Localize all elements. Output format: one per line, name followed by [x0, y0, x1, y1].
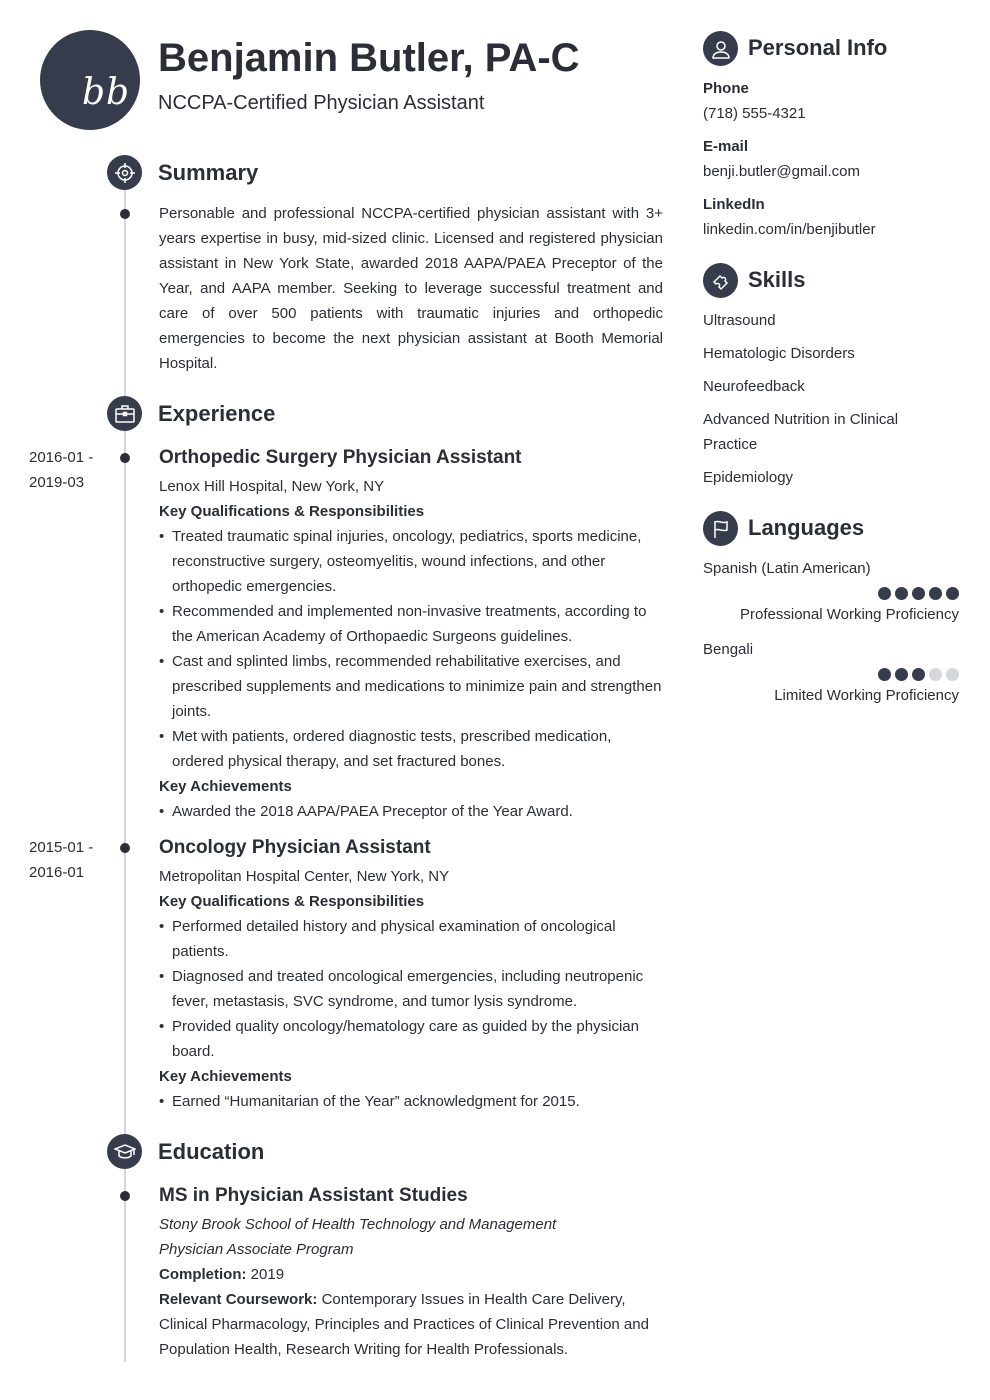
list-item: • Diagnosed and treated oncological emergencies, including neutropenic fever, metastasis, SVC syndrome, and tumor lysis syndrome. — [159, 964, 663, 1014]
level-dot-filled — [878, 668, 891, 681]
linkedin-label: LinkedIn — [703, 196, 765, 213]
level-dot-filled — [912, 668, 925, 681]
skill-item: Advanced Nutrition in Clinical Practice — [703, 411, 899, 453]
level-dot-empty — [929, 668, 942, 681]
list-item: • Recommended and implemented non-invasive treatments, according to the American Academy of Orthopaedic Surgeons guidelines. — [159, 599, 663, 649]
job-entry — [159, 835, 663, 1114]
program-name: Physician Associate Program — [159, 1241, 354, 1258]
responsibilities-heading: Key Qualifications & Responsibilities — [159, 893, 425, 910]
achievements-list — [159, 1089, 663, 1114]
skill-item: Epidemiology — [703, 469, 794, 486]
coursework-value: Contemporary Issues in Health Care Delivery, Clinical Pharmacology, Principles and Practices of Clinical Prevention and Population Health, Research Writing for Health Professionals. — [159, 1291, 649, 1358]
language-level-dots — [703, 587, 959, 600]
briefcase-icon — [107, 396, 142, 431]
level-dot-filled — [895, 668, 908, 681]
timeline-dot — [120, 1191, 130, 1201]
candidate-title: NCCPA-Certified Physician Assistant — [158, 92, 485, 114]
job-company: Lenox Hill Hospital, New York, NY — [159, 478, 385, 495]
experience-heading: Experience — [158, 401, 276, 426]
job-date-start: 2015-01 - — [29, 839, 94, 856]
list-item: • Met with patients, ordered diagnostic tests, prescribed medication, ordered physical therapy, and set fractured bones. — [159, 724, 663, 774]
degree-title: MS in Physician Assistant Studies — [159, 1185, 468, 1206]
level-dot-empty — [946, 668, 959, 681]
linkedin-value[interactable]: linkedin.com/in/benjibutler — [703, 221, 876, 238]
coursework-label: Relevant Coursework: — [159, 1291, 318, 1308]
list-item: • Earned “Humanitarian of the Year” acknowledgment for 2015. — [159, 1089, 663, 1114]
level-dot-filled — [912, 587, 925, 600]
summary-heading: Summary — [158, 160, 259, 185]
coursework-line — [159, 1287, 663, 1362]
monogram-text: bb — [82, 72, 131, 113]
school-name: Stony Brook School of Health Technology and Management — [159, 1216, 557, 1233]
timeline-dot — [120, 209, 130, 219]
completion-value: 2019 — [250, 1266, 285, 1283]
timeline-dot — [120, 843, 130, 853]
language-proficiency: Professional Working Proficiency — [740, 606, 959, 623]
list-item: • Treated traumatic spinal injuries, oncology, pediatrics, sports medicine, reconstructive surgery, osteomyelitis, wound infections, and other orthopedic emergencies. — [159, 524, 663, 599]
level-dot-filled — [929, 587, 942, 600]
job-date-start: 2016-01 - — [29, 449, 94, 466]
responsibilities-list — [159, 524, 663, 774]
monogram-avatar — [40, 30, 140, 130]
user-icon — [703, 31, 738, 66]
skills-heading: Skills — [748, 267, 806, 292]
level-dot-filled — [946, 587, 959, 600]
phone-value: (718) 555-4321 — [703, 105, 806, 122]
responsibilities-list — [159, 914, 663, 1064]
language-entry — [703, 556, 959, 627]
candidate-name: Benjamin Butler, PA-C — [158, 36, 580, 80]
job-date — [29, 835, 109, 885]
job-date — [29, 445, 109, 495]
completion-line — [159, 1262, 663, 1287]
achievements-heading: Key Achievements — [159, 1068, 292, 1085]
language-name: Spanish (Latin American) — [703, 560, 871, 577]
list-item: • Cast and splinted limbs, recommended rehabilitative exercises, and prescribed supplements and medications to minimize pain and strengthen joints. — [159, 649, 663, 724]
languages-heading: Languages — [748, 515, 865, 540]
education-entry — [159, 1183, 663, 1362]
personal-info-heading: Personal Info — [748, 35, 888, 60]
skill-item: Neurofeedback — [703, 378, 805, 395]
language-entry — [703, 637, 959, 708]
timeline-line — [124, 172, 126, 1362]
job-company: Metropolitan Hospital Center, New York, NY — [159, 868, 450, 885]
achievements-list — [159, 799, 663, 824]
responsibilities-heading: Key Qualifications & Responsibilities — [159, 503, 425, 520]
email-label: E-mail — [703, 138, 749, 155]
personal-info-block — [703, 76, 963, 242]
level-dot-filled — [895, 587, 908, 600]
skill-item: Ultrasound — [703, 312, 776, 329]
completion-label: Completion: — [159, 1266, 247, 1283]
job-title: Oncology Physician Assistant — [159, 837, 431, 858]
education-heading: Education — [158, 1139, 265, 1164]
puzzle-icon — [703, 263, 738, 298]
skill-item: Hematologic Disorders — [703, 345, 855, 362]
language-name: Bengali — [703, 641, 754, 658]
email-value[interactable]: benji.butler@gmail.com — [703, 163, 860, 180]
phone-label: Phone — [703, 80, 749, 97]
list-item: • Provided quality oncology/hematology care as guided by the physician board. — [159, 1014, 663, 1064]
list-item: • Performed detailed history and physical examination of oncological patients. — [159, 914, 663, 964]
job-date-end: 2016-01 — [29, 864, 85, 881]
job-date-end: 2019-03 — [29, 474, 85, 491]
achievements-heading: Key Achievements — [159, 778, 292, 795]
graduation-cap-icon — [107, 1134, 142, 1169]
list-item: • Awarded the 2018 AAPA/PAEA Preceptor of the Year Award. — [159, 799, 663, 824]
job-title: Orthopedic Surgery Physician Assistant — [159, 447, 522, 468]
flag-icon — [703, 511, 738, 546]
summary-text: Personable and professional NCCPA-certified physician assistant with 3+ years expertise in busy, mid-sized clinic. Licensed and registered physician assistant in New York State, awarded 2018 AAPA/PAEA Preceptor of the Year, and AAPA member. Seeking to leverage successful treatment and care of over 500 patients with traumatic injuries and orthopedic emergencies to become the next physician assistant at Booth Memorial Hospital. — [159, 205, 663, 372]
skills-list — [703, 308, 933, 490]
level-dot-filled — [878, 587, 891, 600]
target-icon — [107, 155, 142, 190]
language-level-dots — [703, 668, 959, 681]
language-proficiency: Limited Working Proficiency — [774, 687, 959, 704]
timeline-dot — [120, 453, 130, 463]
job-entry — [159, 445, 663, 824]
